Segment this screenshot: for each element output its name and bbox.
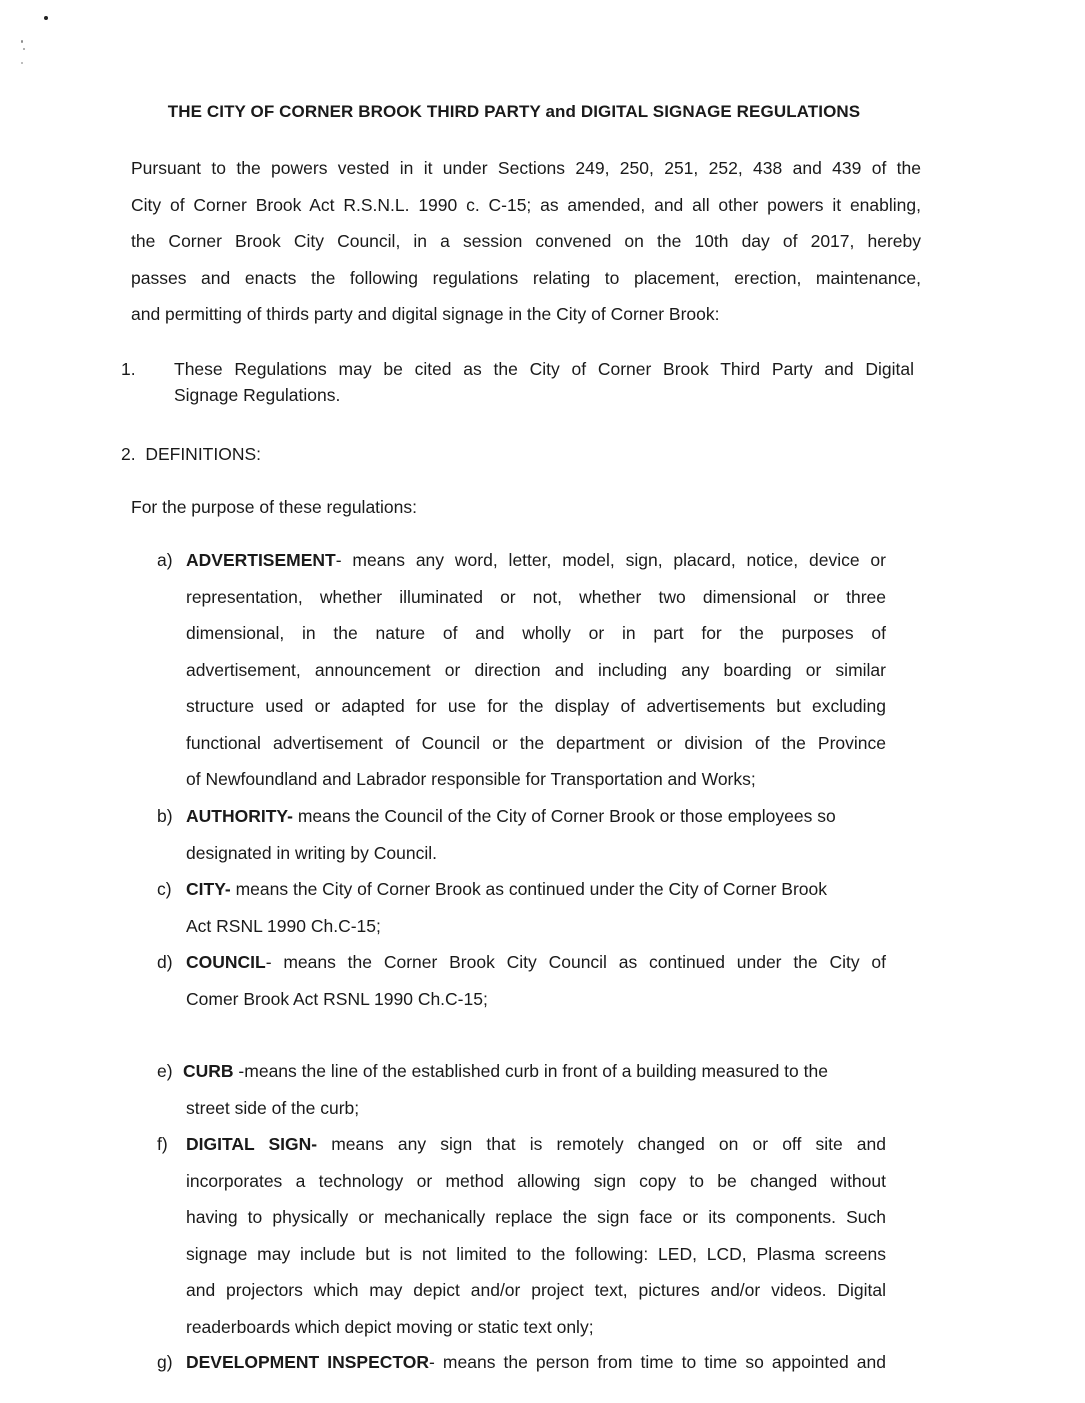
definition-line bbox=[186, 871, 886, 908]
definition-letter: b) bbox=[157, 806, 173, 826]
definition-line bbox=[186, 944, 886, 981]
definition-line: of Newfoundland and Labrador responsible for Transportation and Works; bbox=[186, 769, 756, 789]
document-title: THE CITY OF CORNER BROOK THIRD PARTY and DIGITAL SIGNAGE REGULATIONS bbox=[167, 102, 861, 121]
definition-line: functional advertisement of Council or the department or division of the Province bbox=[186, 732, 886, 753]
scan-speck bbox=[21, 62, 23, 64]
definition-line bbox=[186, 798, 886, 835]
definition-text: - means any word, letter, model, sign, placard, notice, device or bbox=[335, 550, 886, 570]
definition-line bbox=[183, 1053, 883, 1090]
definition-text: -means the line of the established curb in front of a building measured to the bbox=[233, 1061, 828, 1081]
preamble-line: City of Corner Brook Act R.S.N.L. 1990 c. C-15; as amended, and all other powers it enabling, bbox=[131, 194, 921, 215]
definition-line: having to physically or mechanically replace the sign face or its components. Such bbox=[186, 1207, 886, 1227]
preamble-line: Pursuant to the powers vested in it under Sections 249, 250, 251, 252, 438 and 439 of the bbox=[131, 158, 921, 178]
definition-line: street side of the curb; bbox=[186, 1097, 360, 1118]
definition-term: DIGITAL SIGN- bbox=[186, 1134, 318, 1154]
definition-term: AUTHORITY- bbox=[186, 806, 293, 826]
definition-line: and projectors which may depict and/or project text, pictures and/or videos. Digital bbox=[186, 1280, 886, 1300]
preamble-line: passes and enacts the following regulations relating to placement, erection, maintenance, bbox=[131, 267, 921, 288]
definition-letter: e) bbox=[157, 1061, 173, 1081]
definition-term: CURB bbox=[183, 1061, 234, 1081]
definition-letter: d) bbox=[157, 952, 173, 972]
definition-line: signage may include but is not limited to the following: LED, LCD, Plasma screens bbox=[186, 1243, 886, 1264]
scan-speck bbox=[44, 16, 48, 20]
definition-term: DEVELOPMENT INSPECTOR bbox=[186, 1352, 430, 1372]
definition-line: Comer Brook Act RSNL 1990 Ch.C-15; bbox=[186, 988, 488, 1009]
definition-line: dimensional, in the nature of and wholly or in part for the purposes of bbox=[186, 623, 886, 643]
section-1-line: These Regulations may be cited as the City of Corner Brook Third Party and Digital bbox=[174, 359, 914, 379]
scan-speck bbox=[21, 40, 23, 43]
definition-text: - means the person from time to time so appointed and bbox=[429, 1352, 886, 1372]
definition-letter: a) bbox=[157, 550, 173, 570]
definition-text: means any sign that is remotely changed on or off site and bbox=[317, 1134, 886, 1154]
definitions-intro: For the purpose of these regulations: bbox=[131, 497, 418, 517]
definition-term: COUNCIL bbox=[186, 952, 266, 972]
definition-line bbox=[186, 1344, 886, 1381]
definitions-heading: 2. DEFINITIONS: bbox=[121, 444, 262, 464]
definition-text: - means the Corner Brook City Council as continued under the City of bbox=[265, 952, 886, 972]
scan-speck bbox=[23, 48, 25, 50]
definition-term: ADVERTISEMENT bbox=[186, 550, 336, 570]
definition-line: representation, whether illuminated or not, whether two dimensional or three bbox=[186, 586, 886, 607]
section-1-line: Signage Regulations. bbox=[174, 385, 341, 405]
definition-letter: c) bbox=[157, 879, 172, 899]
definition-line: designated in writing by Council. bbox=[186, 842, 437, 863]
preamble-line: and permitting of thirds party and digital signage in the City of Corner Brook: bbox=[131, 304, 720, 324]
definition-text: means the Council of the City of Corner Brook or those employees so bbox=[292, 806, 836, 826]
definition-line bbox=[186, 542, 886, 579]
preamble-line: the Corner Brook City Council, in a session convened on the 10th day of 2017, hereby bbox=[131, 231, 921, 251]
definition-text: means the City of Corner Brook as continued under the City of Corner Brook bbox=[230, 879, 827, 899]
definition-line bbox=[186, 1126, 886, 1163]
preamble bbox=[131, 150, 921, 333]
section-number: 1. bbox=[121, 359, 136, 379]
definition-line: structure used or adapted for use for the display of advertisements but excluding bbox=[186, 696, 886, 716]
definition-term: CITY- bbox=[186, 879, 231, 899]
definition-letter: g) bbox=[157, 1352, 173, 1372]
definition-line: incorporates a technology or method allowing sign copy to be changed without bbox=[186, 1170, 886, 1191]
definition-line: Act RSNL 1990 Ch.C-15; bbox=[186, 915, 381, 936]
definition-line: advertisement, announcement or direction and including any boarding or similar bbox=[186, 659, 886, 680]
definition-line: readerboards which depict moving or static text only; bbox=[186, 1316, 594, 1337]
definition-letter: f) bbox=[157, 1134, 168, 1154]
